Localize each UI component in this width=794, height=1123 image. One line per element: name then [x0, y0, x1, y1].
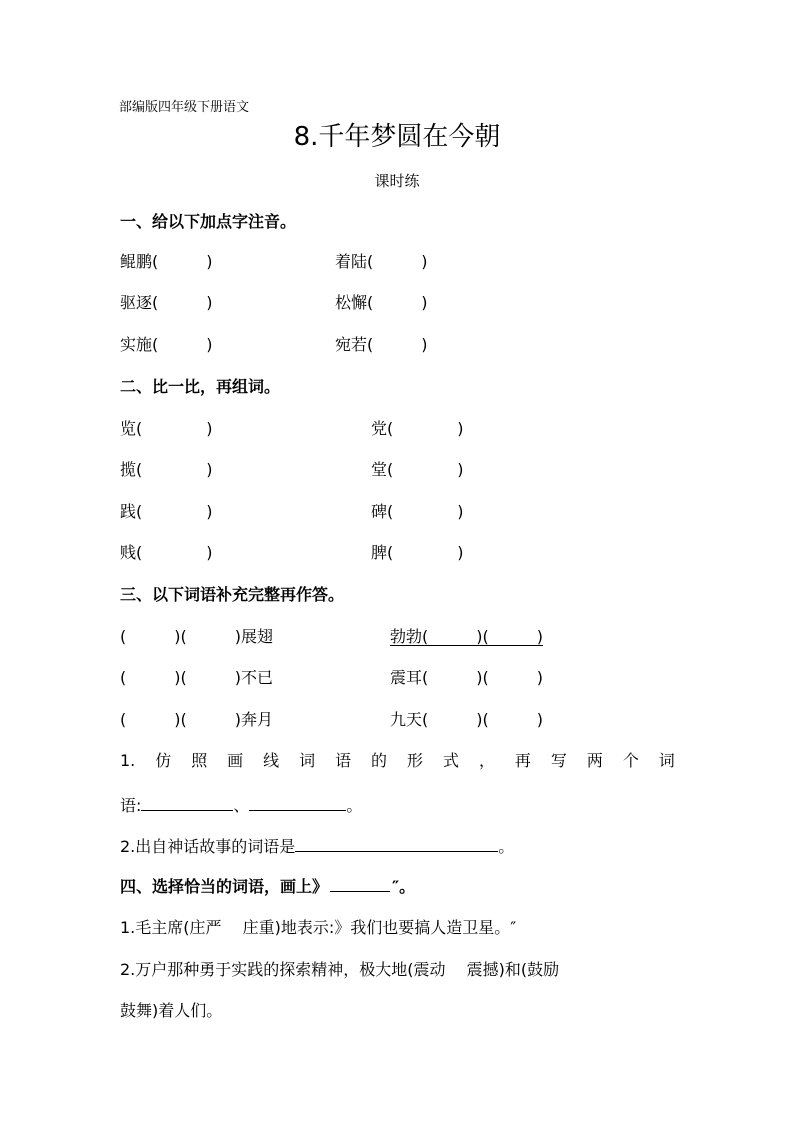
q1-char: 线: [263, 751, 280, 770]
question-3-1-line-2: [120, 796, 362, 814]
lesson-subtitle: 课时练: [374, 172, 420, 190]
section-4-heading: [120, 878, 415, 895]
pinyin-item[interactable]: 鲲鹏( ): [120, 252, 213, 271]
q1-char: 两: [586, 751, 603, 770]
question-3-1-line-1: [120, 753, 675, 769]
heading-blank: [330, 878, 390, 892]
section-3-heading: 三、以下词语补充完整再作答。: [120, 585, 345, 604]
q1-char: 照: [191, 751, 208, 770]
q1-char: ，: [478, 751, 495, 770]
q2-text: 2.出自神话故事的词语是: [120, 837, 296, 856]
q1-char: 的: [371, 751, 388, 770]
q1-prefix: 语:: [120, 796, 142, 815]
question-4-1[interactable]: 1.毛主席(庄严 庄重)地表示:》我们也要搞人造卫星。″: [120, 918, 517, 937]
word-group-item[interactable]: 党( ): [371, 419, 464, 438]
section-2-heading: 二、比一比，再组词。: [120, 377, 281, 396]
idiom-fill-item[interactable]: ( )( )奔月: [120, 710, 273, 729]
idiom-fill-item[interactable]: ( )( )不已: [120, 668, 273, 687]
textbook-label: 部编版四年级下册语文: [119, 100, 250, 115]
section-1-heading: 一、给以下加点字注音。: [120, 212, 297, 231]
q1-char: 词: [299, 751, 316, 770]
pinyin-item[interactable]: 松懈( ): [335, 293, 428, 312]
idiom-fill-item[interactable]: 震耳( )( ): [390, 668, 543, 687]
question-4-2-line-2[interactable]: 鼓舞)着人们。: [120, 1001, 223, 1020]
q1-char: 个: [622, 751, 639, 770]
heading-text: 四、选择恰当的词语，画上》: [120, 877, 329, 896]
answer-blank[interactable]: [141, 796, 233, 811]
question-4-2-line-1[interactable]: 2.万户那种勇于实践的探索精神，极大地(震动 震撼)和(鼓励: [120, 960, 560, 979]
idiom-fill-item[interactable]: ( )( )展翅: [120, 627, 273, 646]
q1-char: 形: [407, 751, 424, 770]
q1-char: 式: [442, 751, 459, 770]
word-group-item[interactable]: 践( ): [120, 502, 213, 521]
pinyin-item[interactable]: 着陆( ): [335, 252, 428, 271]
word-group-item[interactable]: 碑( ): [371, 502, 464, 521]
q1-char: 再: [514, 751, 531, 770]
idiom-fill-item-underlined[interactable]: 勃勃( )( ): [390, 627, 543, 646]
q1-char: 1.: [120, 751, 136, 770]
pinyin-item[interactable]: 宛若( ): [335, 335, 428, 354]
q1-char: 仿: [155, 751, 172, 770]
period: 。: [346, 796, 363, 815]
word-group-item[interactable]: 贱( ): [120, 543, 213, 562]
question-3-2: [120, 837, 514, 855]
separator: 、: [233, 796, 250, 815]
word-group-item[interactable]: 脾( ): [371, 543, 464, 562]
q1-char: 语: [335, 751, 352, 770]
period: 。: [498, 837, 515, 856]
answer-blank[interactable]: [295, 837, 498, 852]
idiom-fill-item[interactable]: 九天( )( ): [390, 710, 543, 729]
heading-text-end: ″。: [392, 877, 416, 896]
q1-char: 写: [550, 751, 567, 770]
word-group-item[interactable]: 揽( ): [120, 460, 213, 479]
answer-blank[interactable]: [249, 796, 346, 811]
lesson-title: 8.千年梦圆在今朝: [293, 122, 501, 152]
word-group-item[interactable]: 堂( ): [371, 460, 464, 479]
q1-char: 画: [227, 751, 244, 770]
pinyin-item[interactable]: 实施( ): [120, 335, 213, 354]
word-group-item[interactable]: 览( ): [120, 419, 213, 438]
q1-char: 词: [658, 751, 675, 770]
pinyin-item[interactable]: 驱逐( ): [120, 293, 213, 312]
